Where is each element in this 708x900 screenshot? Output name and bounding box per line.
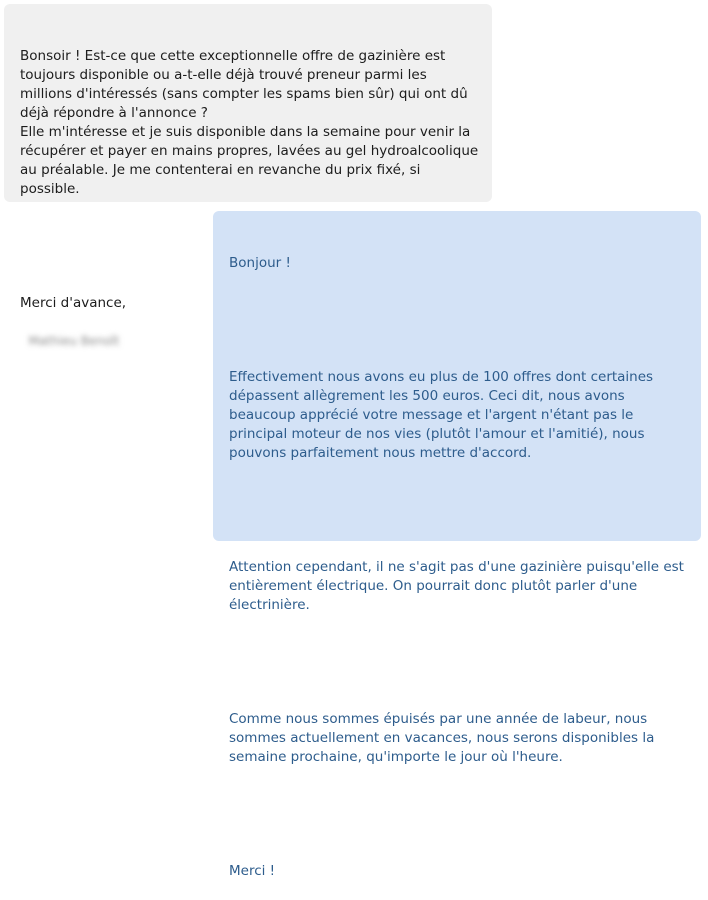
outgoing-message-paragraph-1: Effectivement nous avons eu plus de 100 offres dont certaines dépassent allègrement les 500 euros. Ceci dit, nous avons beaucoup apprécié votre message et l'argent n'étant pas le principal moteur de nos vies (plutôt l'amour et l'amitié), nous pouvons parfaitement nous mettre d'accord. <box>229 369 658 461</box>
outgoing-message-closing: Merci ! <box>229 863 276 879</box>
outgoing-message-bubble <box>213 211 701 879</box>
outgoing-message-paragraph-3: Comme nous sommes épuisés par une année de labeur, nous sommes actuellement en vacances, nous serons disponibles la semaine prochaine, qu'importe le jour où l'heure. <box>229 711 659 765</box>
outgoing-message-greeting: Bonjour ! <box>229 255 291 271</box>
outgoing-message-paragraph-2: Attention cependant, il ne s'agit pas d'une gazinière puisqu'elle est entièrement électrique. On pourrait donc plutôt parler d'une électrinière. <box>229 559 689 613</box>
incoming-message-signature: Mathieu Benoît <box>28 334 120 348</box>
incoming-message-closing: Merci d'avance, <box>20 295 127 311</box>
incoming-message-body: Bonsoir ! Est-ce que cette exceptionnelle offre de gazinière est toujours disponible ou a-t-elle déjà trouvé preneur parmi les millions d'intéressés (sans compter les spams bien sûr) qui ont dû déjà répondre à l'annonce ? Elle m'intéresse et je suis disponible dans la semaine pour venir la récupérer et payer en mains propres, lavées au gel hydroalcoolique au préalable. Je me contenterai en revanche du prix fixé, si possible. <box>20 48 479 197</box>
